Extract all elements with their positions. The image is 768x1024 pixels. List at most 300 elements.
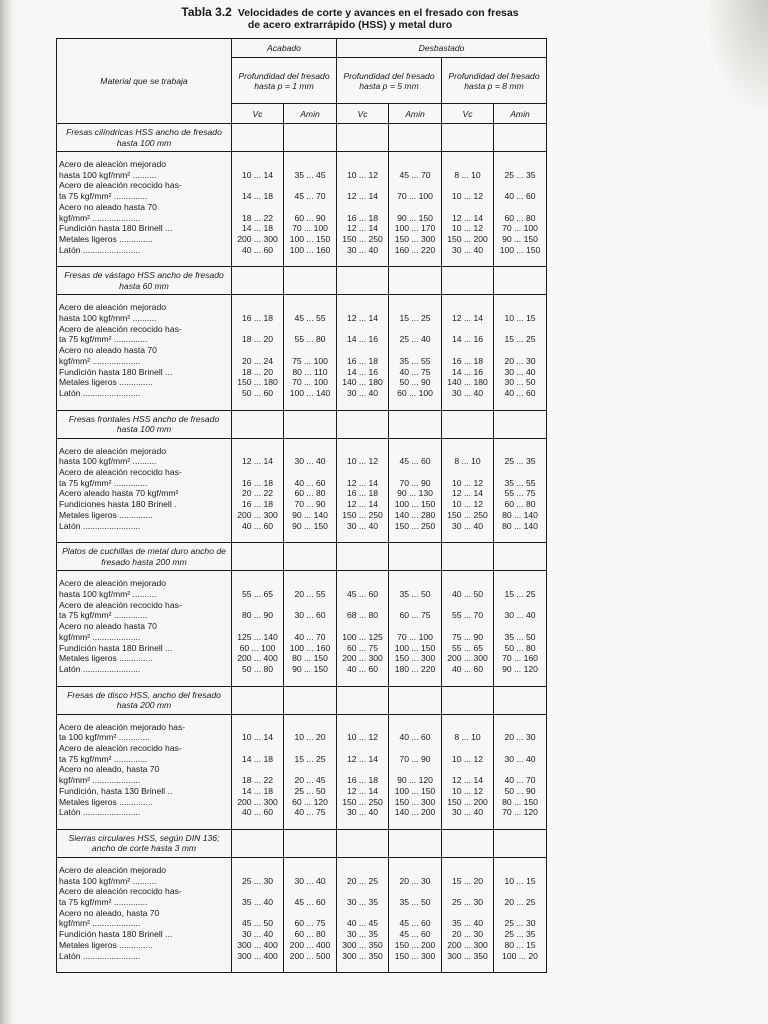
section-tail-row [57,399,547,411]
material-label: hasta 100 kgf/mm² .......... [57,456,232,467]
empty-cell [494,180,547,191]
material-label: kgf/mm² .................... [57,632,232,643]
value-cell: 200 ... 300 [442,653,494,664]
empty-cell [494,202,547,213]
material-label: ta 75 kgf/mm² .............. [57,610,232,621]
empty-cell [442,886,494,897]
header-vc-3: Vc [442,104,494,124]
empty-cell [284,543,337,571]
empty-cell [337,764,389,775]
table-row [57,600,547,611]
gap-cell [337,818,389,830]
empty-cell [232,467,284,478]
gap-cell [232,857,284,865]
value-cell: 30 ... 40 [494,610,547,621]
material-label: Acero de aleación mejorado [57,159,232,170]
header-depth-3: Profundidad del fresado hasta p = 8 mm [442,58,547,104]
value-cell: 20 ... 30 [389,876,442,887]
value-cell: 45 ... 50 [232,918,284,929]
value-cell: 40 ... 45 [337,918,389,929]
gap-cell [494,255,547,267]
value-cell: 140 ... 180 [337,377,389,388]
empty-cell [284,467,337,478]
material-label: Acero de aleación recocido has- [57,467,232,478]
gap-cell [442,857,494,865]
gap-cell [494,961,547,973]
section-gap-row [57,714,547,722]
gap-cell [284,255,337,267]
empty-cell [284,159,337,170]
empty-cell [442,743,494,754]
value-cell: 12 ... 14 [442,775,494,786]
material-label: Metales ligeros .............. [57,940,232,951]
value-cell: 60 ... 80 [494,499,547,510]
value-cell: 60 ... 100 [232,643,284,654]
empty-cell [232,743,284,754]
empty-cell [232,886,284,897]
table-row [57,234,547,245]
empty-cell [389,764,442,775]
empty-cell [442,345,494,356]
empty-cell [389,446,442,457]
empty-cell [284,410,337,438]
material-label: Latón ........................ [57,388,232,399]
material-label: Latón ........................ [57,245,232,256]
material-label: hasta 100 kgf/mm² .......... [57,589,232,600]
value-cell: 200 ... 300 [232,234,284,245]
value-cell: 150 ... 250 [337,234,389,245]
section-title-row [57,410,547,438]
empty-cell [284,324,337,335]
gap-cell [442,531,494,543]
empty-cell [389,621,442,632]
value-cell: 150 ... 300 [389,951,442,962]
value-cell: 10 ... 12 [442,499,494,510]
table-row [57,621,547,632]
value-cell: 40 ... 70 [494,775,547,786]
value-cell: 12 ... 14 [337,223,389,234]
value-cell: 10 ... 12 [337,732,389,743]
section-title: Fresas frontales HSS ancho de fresado hasta 100 mm [57,410,232,438]
caption-text-1: Velocidades de corte y avances en el fresado con fresas [237,7,519,19]
table-row [57,478,547,489]
value-cell: 200 ... 300 [232,510,284,521]
empty-cell [337,886,389,897]
value-cell: 30 ... 40 [442,245,494,256]
value-cell: 40 ... 60 [389,732,442,743]
table-row [57,521,547,532]
value-cell: 40 ... 70 [284,632,337,643]
table-row [57,876,547,887]
value-cell: 60 ... 75 [337,643,389,654]
value-cell: 70 ... 100 [284,223,337,234]
value-cell: 70 ... 90 [284,499,337,510]
value-cell: 20 ... 22 [232,488,284,499]
value-cell: 300 ... 350 [337,951,389,962]
table-row [57,807,547,818]
value-cell: 70 ... 100 [494,223,547,234]
gap-cell [232,818,284,830]
section-title-row [57,124,547,152]
empty-cell [389,600,442,611]
material-label: Fundiciones hasta 180 Brinell . [57,499,232,510]
value-cell: 150 ... 200 [442,797,494,808]
table-row [57,180,547,191]
value-cell: 15 ... 25 [284,754,337,765]
value-cell: 30 ... 40 [337,388,389,399]
material-label: ta 75 kgf/mm² .............. [57,478,232,489]
material-label: ta 75 kgf/mm² .............. [57,754,232,765]
empty-cell [337,202,389,213]
table-row [57,578,547,589]
table-row [57,664,547,675]
value-cell: 70 ... 120 [494,807,547,818]
scan-shadow-left [0,0,16,1024]
table-row [57,918,547,929]
material-label: Acero aleado hasta 70 kgf/mm² [57,488,232,499]
table-row [57,456,547,467]
value-cell: 70 ... 90 [389,478,442,489]
table-row [57,865,547,876]
value-cell: 18 ... 22 [232,213,284,224]
table-body [57,124,547,973]
value-cell: 18 ... 20 [232,334,284,345]
material-label: Metales ligeros .............. [57,797,232,808]
empty-cell [442,621,494,632]
empty-cell [232,621,284,632]
value-cell: 70 ... 100 [389,632,442,643]
gap-cell [57,961,232,973]
empty-cell [284,202,337,213]
gap-cell [494,675,547,687]
header-depth-2: Profundidad del fresado hasta p = 5 mm [337,58,442,104]
value-cell: 80 ... 15 [494,940,547,951]
empty-cell [284,600,337,611]
value-cell: 20 ... 24 [232,356,284,367]
value-cell: 40 ... 60 [232,521,284,532]
header-material: Material que se trabaja [57,39,232,124]
value-cell: 35 ... 40 [232,897,284,908]
gap-cell [494,857,547,865]
table-row [57,653,547,664]
value-cell: 160 ... 220 [389,245,442,256]
value-cell: 45 ... 60 [284,897,337,908]
table-row [57,510,547,521]
material-label: Acero no aleado, hasta 70 [57,908,232,919]
empty-cell [337,410,389,438]
empty-cell [232,180,284,191]
value-cell: 12 ... 14 [337,313,389,324]
empty-cell [494,908,547,919]
empty-cell [232,764,284,775]
empty-cell [232,345,284,356]
value-cell: 12 ... 14 [337,754,389,765]
empty-cell [442,202,494,213]
value-cell: 35 ... 50 [389,589,442,600]
header-amin-1: Amin [284,104,337,124]
value-cell: 10 ... 14 [232,732,284,743]
material-label: Acero de aleación recocido has- [57,886,232,897]
gap-cell [389,961,442,973]
material-label: Metales ligeros .............. [57,510,232,521]
empty-cell [389,908,442,919]
table-row [57,610,547,621]
material-label: Acero de aleación mejorado [57,578,232,589]
value-cell: 30 ... 50 [494,377,547,388]
value-cell: 45 ... 55 [284,313,337,324]
value-cell: 68 ... 80 [337,610,389,621]
empty-cell [284,578,337,589]
gap-cell [57,571,232,579]
value-cell: 200 ... 400 [284,940,337,951]
gap-cell [57,818,232,830]
value-cell: 40 ... 60 [442,664,494,675]
gap-cell [494,531,547,543]
gap-cell [389,399,442,411]
empty-cell [389,410,442,438]
value-cell: 30 ... 40 [494,754,547,765]
value-cell: 70 ... 100 [284,377,337,388]
gap-cell [442,438,494,446]
value-cell: 90 ... 140 [284,510,337,521]
value-cell: 10 ... 12 [442,754,494,765]
material-label: Acero no aleado hasta 70 [57,202,232,213]
empty-cell [284,908,337,919]
material-label: Acero no aleado, hasta 70 [57,764,232,775]
table-row [57,632,547,643]
value-cell: 14 ... 18 [232,754,284,765]
gap-cell [232,714,284,722]
empty-cell [389,124,442,152]
table-row [57,797,547,808]
empty-cell [494,829,547,857]
empty-cell [442,578,494,589]
gap-cell [389,438,442,446]
value-cell: 200 ... 300 [337,653,389,664]
value-cell: 100 ... 150 [389,499,442,510]
section-gap-row [57,857,547,865]
empty-cell [389,302,442,313]
value-cell: 45 ... 70 [284,191,337,202]
empty-cell [232,410,284,438]
material-label: Acero de aleación recocido has- [57,180,232,191]
value-cell: 25 ... 35 [494,170,547,181]
empty-cell [284,446,337,457]
header-row-1 [57,39,547,58]
header-desbastado: Desbastado [337,39,547,58]
gap-cell [442,152,494,160]
gap-cell [389,818,442,830]
empty-cell [389,180,442,191]
value-cell: 200 ... 400 [232,653,284,664]
gap-cell [442,675,494,687]
gap-cell [232,255,284,267]
material-label: Metales ligeros .............. [57,653,232,664]
value-cell: 18 ... 20 [232,367,284,378]
material-label: hasta 100 kgf/mm² .......... [57,170,232,181]
gap-cell [284,531,337,543]
empty-cell [232,686,284,714]
value-cell: 60 ... 100 [389,388,442,399]
table-row [57,367,547,378]
gap-cell [232,675,284,687]
value-cell: 14 ... 16 [337,367,389,378]
material-label: Fundición hasta 180 Brinell ... [57,367,232,378]
empty-cell [337,578,389,589]
table-row [57,245,547,256]
value-cell: 18 ... 22 [232,775,284,786]
value-cell: 200 ... 300 [442,940,494,951]
value-cell: 10 ... 12 [337,456,389,467]
value-cell: 55 ... 65 [442,643,494,654]
empty-cell [337,267,389,295]
gap-cell [284,714,337,722]
value-cell: 14 ... 18 [232,223,284,234]
value-cell: 20 ... 30 [494,732,547,743]
table-row [57,775,547,786]
table-caption [110,6,590,31]
material-label: ta 100 kgf/mm² ............. [57,732,232,743]
section-title: Fresas de vástago HSS ancho de fresado hasta 60 mm [57,267,232,295]
value-cell: 20 ... 45 [284,775,337,786]
empty-cell [284,886,337,897]
empty-cell [232,829,284,857]
value-cell: 60 ... 80 [284,488,337,499]
value-cell: 80 ... 90 [232,610,284,621]
value-cell: 12 ... 14 [337,499,389,510]
value-cell: 10 ... 12 [442,478,494,489]
material-label: Acero de aleación recocido has- [57,600,232,611]
header-amin-3: Amin [494,104,547,124]
gap-cell [284,152,337,160]
value-cell: 30 ... 40 [442,388,494,399]
material-label: Fundición, hasta 130 Brinell .. [57,786,232,797]
value-cell: 60 ... 120 [284,797,337,808]
gap-cell [284,438,337,446]
gap-cell [232,571,284,579]
empty-cell [494,159,547,170]
value-cell: 150 ... 200 [389,940,442,951]
empty-cell [442,324,494,335]
value-cell: 60 ... 80 [494,213,547,224]
section-tail-row [57,818,547,830]
empty-cell [389,324,442,335]
value-cell: 50 ... 90 [389,377,442,388]
material-label: Acero de aleación recocido has- [57,324,232,335]
value-cell: 30 ... 40 [284,456,337,467]
value-cell: 50 ... 60 [232,388,284,399]
gap-cell [284,857,337,865]
material-label: Latón ........................ [57,521,232,532]
gap-cell [337,571,389,579]
value-cell: 150 ... 200 [442,234,494,245]
section-title: Fresas cilíndricas HSS ancho de fresado hasta 100 mm [57,124,232,152]
value-cell: 70 ... 100 [389,191,442,202]
empty-cell [389,543,442,571]
empty-cell [232,722,284,733]
value-cell: 100 ... 160 [284,643,337,654]
value-cell: 15 ... 25 [494,589,547,600]
value-cell: 35 ... 55 [494,478,547,489]
table-row [57,743,547,754]
gap-cell [57,295,232,303]
value-cell: 12 ... 14 [337,786,389,797]
value-cell: 45 ... 60 [389,929,442,940]
empty-cell [494,743,547,754]
table-row [57,764,547,775]
value-cell: 100 ... 150 [284,234,337,245]
empty-cell [494,543,547,571]
value-cell: 300 ... 350 [442,951,494,962]
value-cell: 55 ... 80 [284,334,337,345]
material-label: kgf/mm² .................... [57,918,232,929]
value-cell: 20 ... 25 [337,876,389,887]
value-cell: 125 ... 140 [232,632,284,643]
value-cell: 16 ... 18 [337,356,389,367]
section-title: Fresas de disco HSS, ancho del fresado hasta 200 mm [57,686,232,714]
empty-cell [389,202,442,213]
value-cell: 30 ... 40 [442,807,494,818]
value-cell: 25 ... 50 [284,786,337,797]
empty-cell [284,829,337,857]
value-cell: 10 ... 12 [442,786,494,797]
value-cell: 40 ... 60 [232,245,284,256]
empty-cell [494,578,547,589]
value-cell: 80 ... 140 [494,521,547,532]
value-cell: 70 ... 160 [494,653,547,664]
table-row [57,754,547,765]
empty-cell [284,345,337,356]
value-cell: 25 ... 40 [389,334,442,345]
value-cell: 150 ... 250 [337,797,389,808]
section-title-row [57,267,547,295]
empty-cell [442,543,494,571]
empty-cell [389,886,442,897]
value-cell: 16 ... 18 [337,488,389,499]
value-cell: 10 ... 14 [232,170,284,181]
material-label: Latón ........................ [57,807,232,818]
empty-cell [232,543,284,571]
gap-cell [232,531,284,543]
material-label: ta 75 kgf/mm² .............. [57,897,232,908]
table-row [57,499,547,510]
empty-cell [337,600,389,611]
value-cell: 14 ... 16 [442,367,494,378]
empty-cell [389,467,442,478]
gap-cell [389,152,442,160]
material-label: Fundición hasta 180 Brinell ... [57,643,232,654]
section-title-row [57,543,547,571]
gap-cell [57,714,232,722]
value-cell: 16 ... 18 [442,356,494,367]
value-cell: 50 ... 80 [232,664,284,675]
empty-cell [494,446,547,457]
empty-cell [494,686,547,714]
gap-cell [337,961,389,973]
value-cell: 35 ... 45 [284,170,337,181]
value-cell: 35 ... 50 [389,897,442,908]
value-cell: 30 ... 40 [337,807,389,818]
gap-cell [232,961,284,973]
section-gap-row [57,152,547,160]
table-row [57,446,547,457]
gap-cell [389,675,442,687]
value-cell: 10 ... 12 [337,170,389,181]
empty-cell [232,865,284,876]
value-cell: 20 ... 25 [494,897,547,908]
gap-cell [442,818,494,830]
material-label: Metales ligeros .............. [57,234,232,245]
